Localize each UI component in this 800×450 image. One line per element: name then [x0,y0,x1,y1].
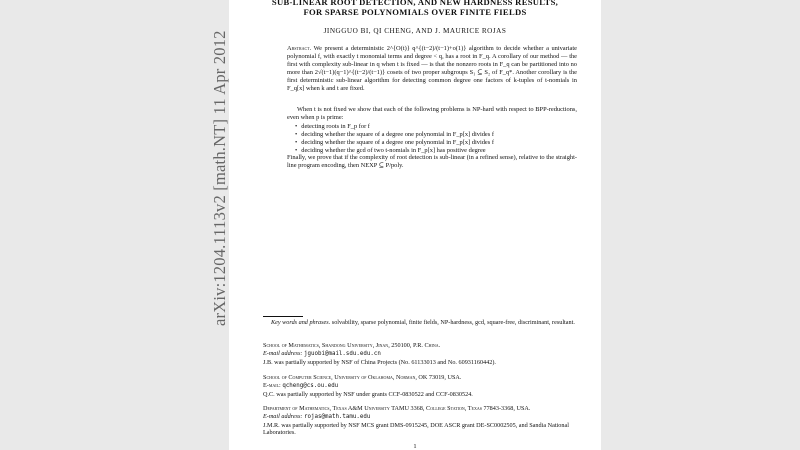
abstract [287,45,577,92]
bullet-item: • detecting roots in F_p for f [295,123,580,131]
affiliation-support: J.M.R. was partially supported by NSF MCS grant DMS-0915245, DOE ASCR grant DE-SC0002505, and Sandia National Laboratories. [263,421,569,437]
affiliation-3 [263,405,579,437]
abstract-text: We present a deterministic 2^{O(t)} q^{(t−2)/(t−1)+o(1)} algorithm to decide whether a univariate polynomial f, with exactly t monomial terms and degree < q, has a root in F_q. A corollary of our method — the first with complexity sub-linear in q when t is fixed — is that the nonzero roots in F_q can be partitioned into no more than 2√(t−1)(q−1)^{(t−2)/(t−1)} cosets of two proper subgroups S₁ ⊆ S₂ of F_q*. Another corollary is the first deterministic sub-linear algorithm for detecting common degree one factors of k-tuples of t-nomials in F_q[x] when k and t are fixed. [287,45,577,92]
email-label: E-mail address: [263,349,303,357]
email-address: qcheng@cs.ou.edu [282,382,339,389]
affiliation-1 [263,342,579,366]
arxiv-identifier-text: arXiv:1204.1113v2 [math.NT] 11 Apr 2012 [210,30,229,326]
keywords-text: solvability, sparse polynomial, finite fields, NP-hardness, gcd, square-free, discriminant, resultant. [331,319,575,326]
bullet-item: • deciding whether the gcd of two t-nomials in F_p[x] has positive degree [295,147,580,155]
bullet-item: • deciding whether the square of a degree one polynomial in F_p[x] divides f [295,131,580,139]
hardness-bullet-list [295,123,580,155]
paper-page [229,0,601,450]
email-label: E-mail: [263,381,281,389]
email-address: jguobi@mail.sdu.edu.cn [304,350,381,357]
keywords-label: Key words and phrases. [271,319,331,326]
affiliation-institution: Department of Mathematics, Texas A&M University TAMU 3368, College Station, Texas 77843-3368, USA. [263,405,531,412]
body-paragraph-hardness: When t is not fixed we show that each of the following problems is NP-hard with respect to BPP-reductions, even when p is prime: [287,106,577,121]
abstract-label: Abstract. [287,45,312,52]
affiliation-support: J.B. was partially supported by NSF of China Projects (No. 61133013 and No. 60931160442). [263,358,496,366]
footnote-rule [263,316,303,317]
paper-authors: JINGGUO BI, QI CHENG, AND J. MAURICE ROJAS [323,27,507,35]
affiliation-institution: School of Computer Science, University of Oklahoma, Norman, OK 73019, USA. [263,374,462,381]
paper-title-line-2: FOR SPARSE POLYNOMIALS OVER FINITE FIELDS [303,7,527,17]
body-paragraph-conclusion: Finally, we prove that if the complexity of root detection is sub-linear (in a refined sense), relative to the straight-line program encoding, then NEXP ⊆ P/poly. [287,154,577,169]
email-address: rojas@math.tamu.edu [304,413,371,420]
email-label: E-mail address: [263,412,303,420]
keywords [263,319,579,327]
affiliation-2 [263,374,579,398]
affiliation-institution: School of Mathematics, Shandong University, Jinan, 250100, P.R. China. [263,342,441,349]
page-number: 1 [413,443,417,450]
paper-title-line-1: SUB-LINEAR ROOT DETECTION, AND NEW HARDNESS RESULTS, [271,0,559,7]
affiliation-support: Q.C. was partially supported by NSF under grants CCF-0830522 and CCF-0830524. [263,390,473,398]
bullet-item: • deciding whether the square of a degree one polynomial in F_p[x] divides f [295,139,580,147]
